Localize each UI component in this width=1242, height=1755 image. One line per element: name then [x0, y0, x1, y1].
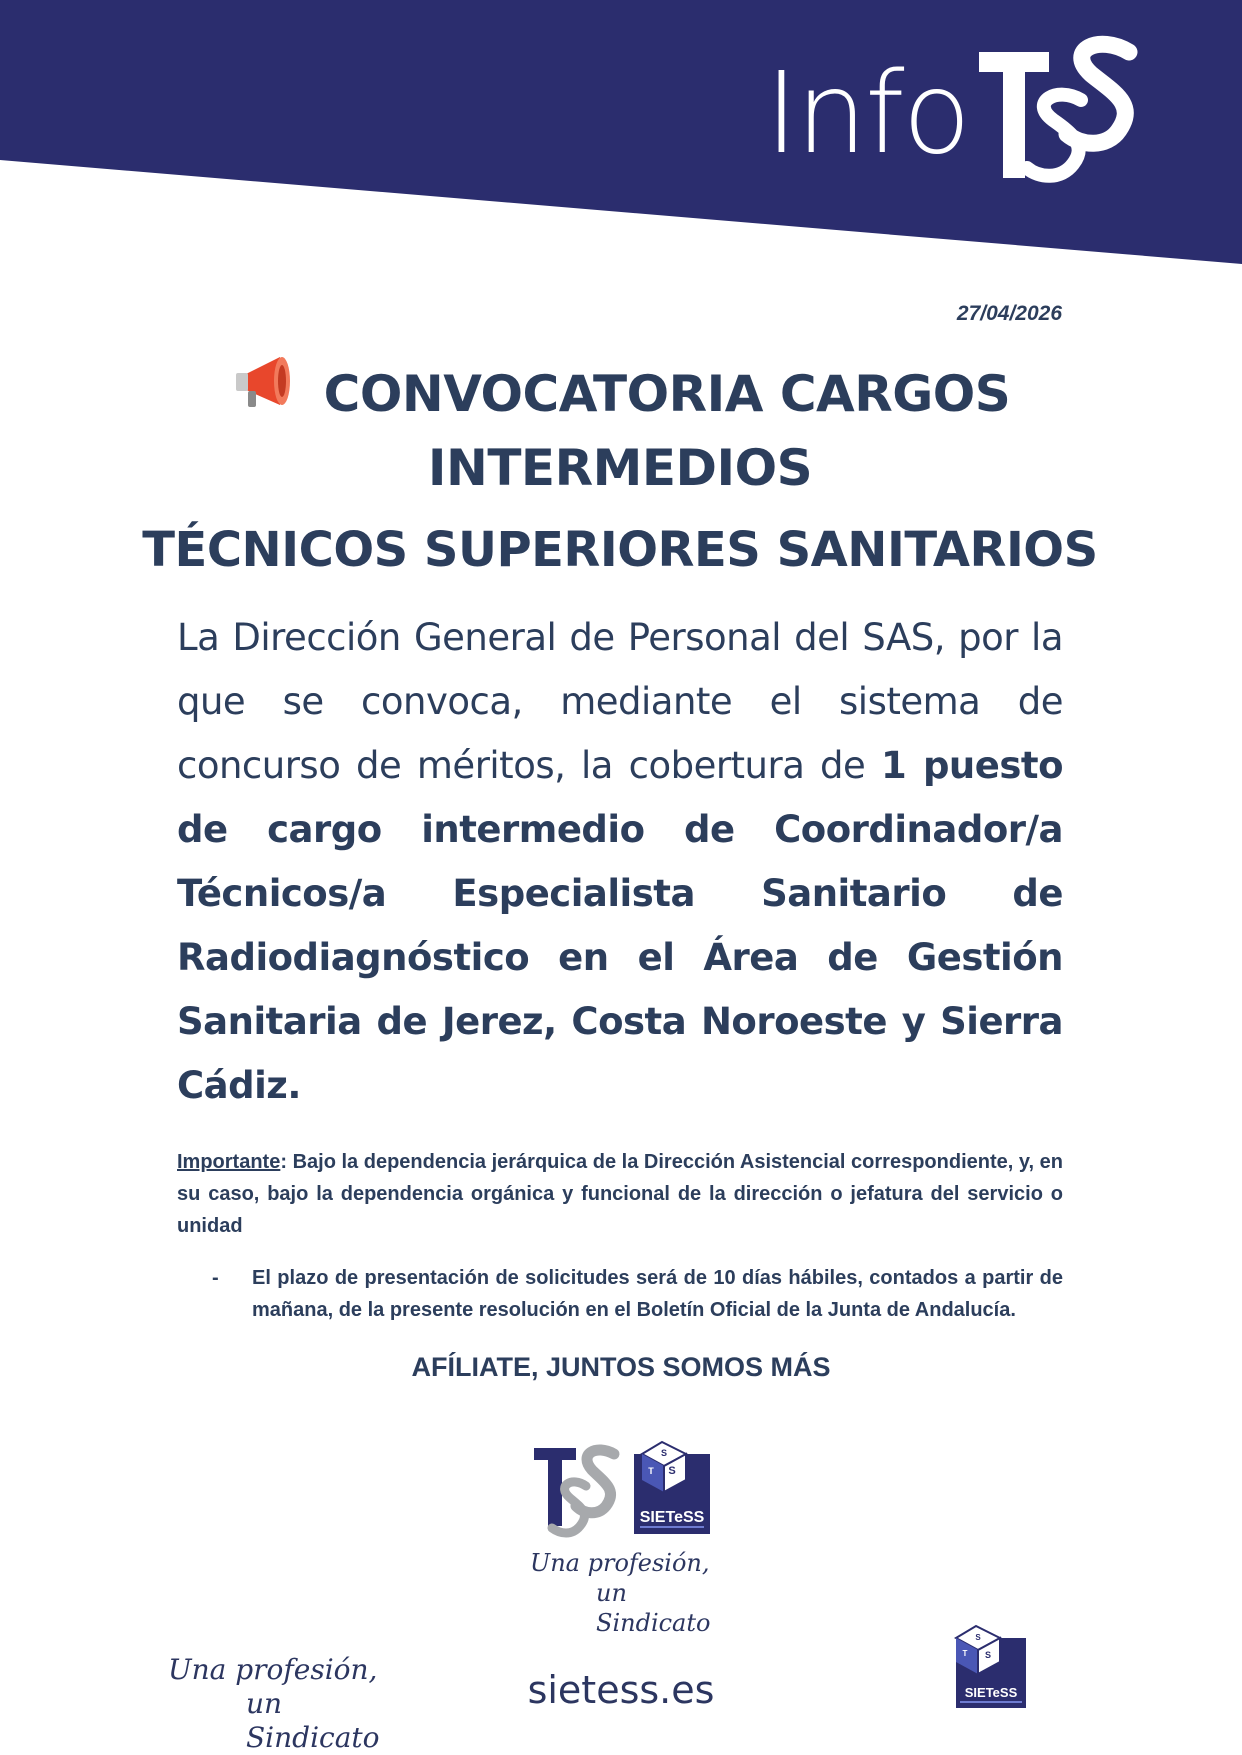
list-item [212, 1262, 1063, 1326]
small-logo-text: SIETeSS [964, 1685, 1018, 1700]
logo-text: SIETeSS [639, 1509, 705, 1526]
lead-highlight: 1 puesto de cargo intermedio de Coordinador/a Técnicos/a Especialista Sanitario de Radiodiagnóstico en el Área de Gestión Sanitaria de Jerez, Costa Noroeste y Sierra Cádiz. [177, 744, 1063, 1107]
tagline-center [530, 1548, 730, 1638]
document-date: 27/04/2026 [956, 302, 1062, 325]
note-label: Importante [177, 1151, 281, 1173]
tagline-footer-line-2: un Sindicato [246, 1687, 380, 1754]
tagline-line-2: un Sindicato [596, 1579, 711, 1637]
page-title [120, 358, 1120, 504]
website-link[interactable]: sietess.es [527, 1668, 715, 1712]
page-subtitle: TÉCNICOS SUPERIORES SANITARIOS [142, 522, 1098, 578]
sietess-small-logo [948, 1622, 1030, 1710]
bullet-text: El plazo de presentación de solicitudes será de 10 días hábiles, contados a partir de mañana, de la presente resolución en el Boletín Oficial de la Junta de Andalucía. [252, 1267, 1063, 1321]
infotss-logo [765, 30, 1139, 200]
lead-intro: La Dirección General de Personal del SAS, por la que se convoca, mediante el sistema de concurso de méritos, la cobertura de [177, 616, 1063, 787]
svg-text:S: S [975, 1633, 981, 1642]
slogan: AFÍLIATE, JUNTOS SOMOS MÁS [411, 1352, 831, 1382]
lead-paragraph [177, 606, 1063, 1118]
note-text: : Bajo la dependencia jerárquica de la Dirección Asistencial correspondiente, y, en su caso, bajo la dependencia orgánica y funcional de la dirección o jefatura del servicio o unidad [177, 1151, 1063, 1237]
title-line-2: INTERMEDIOS [427, 439, 813, 497]
svg-text:S: S [660, 1448, 668, 1458]
svg-text:T: T [648, 1466, 654, 1476]
svg-text:S: S [984, 1650, 992, 1660]
tagline-footer-line-1: Una profesión, [168, 1653, 378, 1686]
megaphone-icon [230, 353, 300, 432]
tss-monogram-icon [969, 30, 1139, 200]
svg-text:T: T [962, 1649, 968, 1658]
title-line-1: CONVOCATORIA CARGOS [323, 365, 1011, 423]
bullet-dash: - [212, 1267, 219, 1289]
important-note [177, 1146, 1063, 1242]
tagline-line-1: Una profesión, [530, 1549, 710, 1577]
svg-text:S: S [668, 1465, 676, 1477]
brand-info-text: Info [765, 49, 969, 179]
